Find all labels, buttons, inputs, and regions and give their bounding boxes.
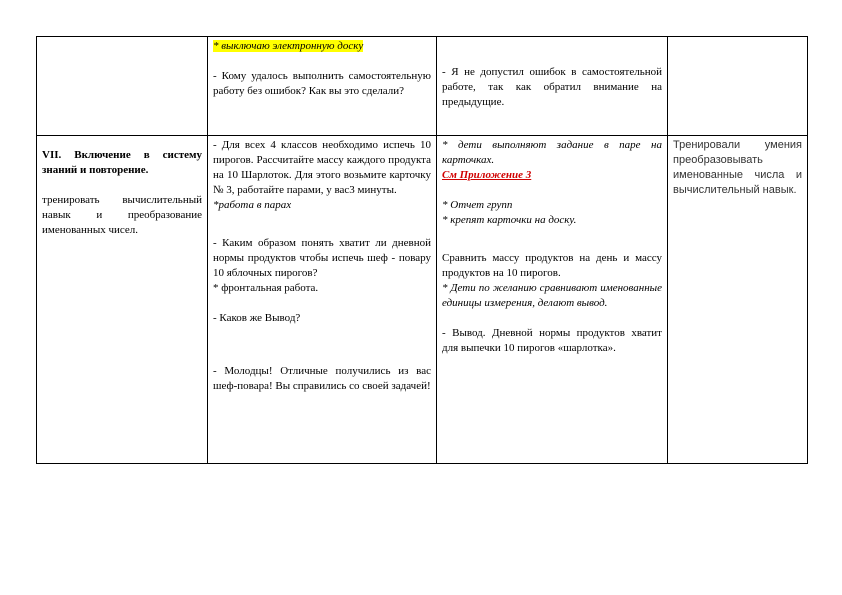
work-mode-pairs: *работа в парах: [213, 199, 292, 211]
teacher-question: - Каким образом понять хватит ли дневной нормы продуктов чтобы испечь шеф - повару 10 яблочных пирогов?: [213, 237, 431, 279]
attach-cards-note: * крепят карточки на доску.: [442, 214, 577, 226]
teacher-activity-cell: [208, 136, 437, 464]
student-pairs-note: * дети выполняют задание в паре на карточках.: [442, 139, 662, 166]
stage-goal: тренировать вычислительный навык и преобразование именованных чисел.: [42, 194, 202, 236]
table-row: [37, 136, 808, 464]
compare-task: Сравнить массу продуктов на день и массу продуктов на 10 пирогов.: [442, 252, 662, 279]
lesson-plan-table: [36, 36, 808, 464]
highlighted-note: * выключаю электронную доску: [213, 40, 364, 52]
stage-cell: [37, 37, 208, 136]
table-row: [37, 37, 808, 136]
stage-cell: [37, 136, 208, 464]
student-activity-cell: [437, 136, 668, 464]
group-report-note: * Отчет групп: [442, 199, 513, 211]
teacher-question: - Каков же Вывод?: [213, 312, 301, 324]
student-answer: - Я не допустил ошибок в самостоятельной работе, так как обратил внимание на предыдущие.: [442, 66, 662, 108]
student-activity-cell: [437, 37, 668, 136]
lesson-result: Тренировали умения преобразовывать именованные числа и вычислительный навык.: [673, 139, 802, 196]
teacher-question: - Кому удалось выполнить самостоятельную работу без ошибок? Как вы это сделали?: [213, 70, 431, 97]
teacher-praise: - Молодцы! Отличные получились из вас шеф-повара! Вы справились со своей задачей!: [213, 365, 431, 392]
teacher-task: - Для всех 4 классов необходимо испечь 10 пирогов. Рассчитайте массу каждого продукта на 10 Шарлоток. Для этого возьмите карточку № 3, работайте парами, у вас3 минуты.: [213, 139, 431, 196]
appendix-link: См Приложение 3: [442, 169, 532, 181]
work-mode-frontal: * фронтальная работа.: [213, 282, 319, 294]
compare-units-note: * Дети по желанию сравнивают именованные единицы измерения, делают вывод.: [442, 282, 662, 309]
teacher-activity-cell: [208, 37, 437, 136]
result-cell: [668, 136, 808, 464]
result-cell: [668, 37, 808, 136]
stage-title: VII. Включение в систему знаний и повторение.: [42, 149, 202, 176]
student-conclusion: - Вывод. Дневной нормы продуктов хватит для выпечки 10 пирогов «шарлотка».: [442, 327, 662, 354]
